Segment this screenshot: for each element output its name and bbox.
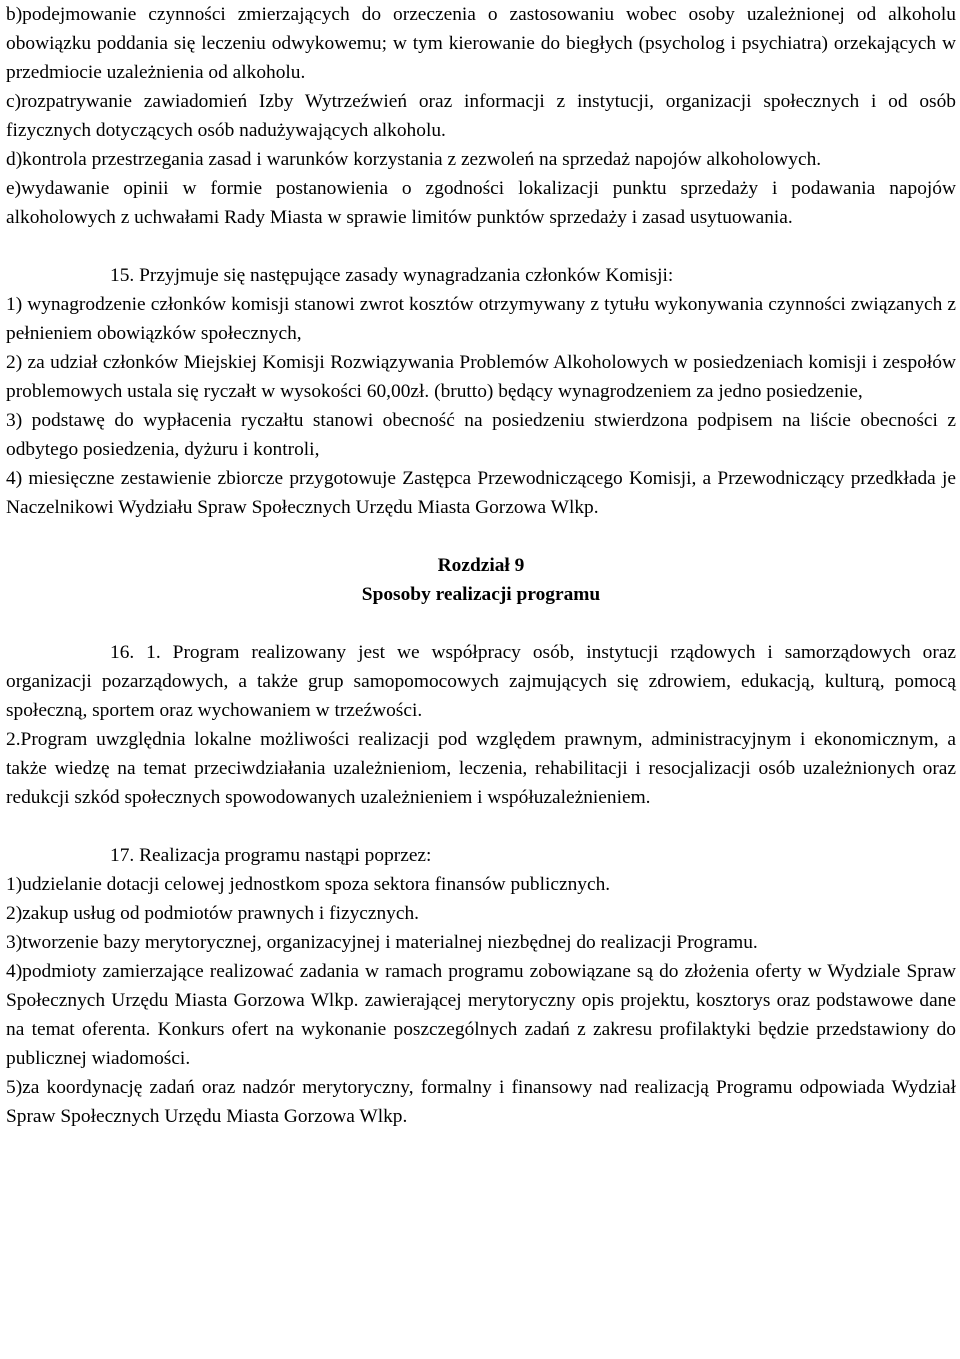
section-16-paragraph-1: 16. 1. Program realizowany jest we współpracy osób, instytucji rządowych i samorządowych oraz organizacji pozarządowych, a także grup samopomocowych zajmujących się zdrowiem, edukacją, kulturą, pomocą społeczną, sportem oraz wychowaniem w trzeźwości.: [6, 642, 956, 721]
section-17-item-3: 3)tworzenie bazy merytorycznej, organizacyjnej i materialnej niezbędnej do realizacji Programu.: [6, 932, 758, 953]
item-c: c)rozpatrywanie zawiadomień Izby Wytrzeźwień oraz informacji z instytucji, organizacji społecznych i od osób fizycznych dotyczących osób nadużywających alkoholu.: [6, 91, 956, 141]
item-e: e)wydawanie opinii w formie postanowienia o zgodności lokalizacji punktu sprzedaży i podawania napojów alkoholowych z uchwałami Rady Miasta w sprawie limitów punktów sprzedaży i zasad usytuowania.: [6, 178, 956, 228]
section-17-item-5: 5)za koordynację zadań oraz nadzór merytoryczny, formalny i finansowy nad realizacją Programu odpowiada Wydział Spraw Społecznych Urzędu Miasta Gorzowa Wlkp.: [6, 1077, 956, 1127]
spacer: [6, 812, 956, 841]
spacer: [6, 522, 956, 551]
spacer: [6, 232, 956, 261]
section-15-item-4: 4) miesięczne zestawienie zbiorcze przygotowuje Zastępca Przewodniczącego Komisji, a Przewodniczący przedkłada je Naczelnikowi Wydziału Spraw Społecznych Urzędu Miasta Gorzowa Wlkp.: [6, 468, 956, 518]
section-17-intro: 17. Realizacja programu nastąpi poprzez:: [110, 845, 432, 866]
section-15-intro: 15. Przyjmuje się następujące zasady wynagradzania członków Komisji:: [110, 265, 674, 286]
section-16-paragraph-2: 2.Program uwzględnia lokalne możliwości realizacji pod względem prawnym, administracyjnym i ekonomicznym, a także wiedzę na temat przeciwdziałania uzależnieniom, leczenia, rehabilitacji i resocjalizacji osób uzależnionych oraz redukcji szkód społecznych spowodowanych uzależnieniem i współuzależnieniem.: [6, 729, 956, 808]
section-17-item-2: 2)zakup usług od podmiotów prawnych i fizycznych.: [6, 903, 420, 924]
section-17-item-1: 1)udzielanie dotacji celowej jednostkom spoza sektora finansów publicznych.: [6, 874, 611, 895]
section-15-item-2: 2) za udział członków Miejskiej Komisji Rozwiązywania Problemów Alkoholowych w posiedzeniach komisji i zespołów problemowych ustala się ryczałt w wysokości 60,00zł. (brutto) będący wynagrodzeniem za jedno posiedzenie,: [6, 352, 956, 402]
spacer: [6, 609, 956, 638]
item-d: d)kontrola przestrzegania zasad i warunków korzystania z zezwoleń na sprzedaż napojów alkoholowych.: [6, 149, 822, 170]
chapter-title: Rozdział 9: [437, 555, 525, 576]
section-15-item-3: 3) podstawę do wypłacenia ryczałtu stanowi obecność na posiedzeniu stwierdzona podpisem na liście obecności z odbytego posiedzenia, dyżuru i kontroli,: [6, 410, 956, 460]
item-b: b)podejmowanie czynności zmierzających do orzeczenia o zastosowaniu wobec osoby uzależnionej od alkoholu obowiązku poddania się leczeniu odwykowemu; w tym kierowanie do biegłych (psycholog i psychiatra) orzekających w przedmiocie uzależnienia od alkoholu.: [6, 4, 956, 83]
chapter-subtitle: Sposoby realizacji programu: [361, 584, 601, 605]
section-15-item-1: 1) wynagrodzenie członków komisji stanowi zwrot kosztów otrzymywany z tytułu wykonywania czynności związanych z pełnieniem obowiązków społecznych,: [6, 294, 956, 344]
section-17-item-4: 4)podmioty zamierzające realizować zadania w ramach programu zobowiązane są do złożenia oferty w Wydziale Spraw Społecznych Urzędu Miasta Gorzowa Wlkp. zawierającej merytoryczny opis projektu, kosztorys oraz podstawowe dane na temat oferenta. Konkurs ofert na wykonanie poszczególnych zadań z zakresu profilaktyki będzie przedstawiony do publicznej wiadomości.: [6, 961, 956, 1069]
